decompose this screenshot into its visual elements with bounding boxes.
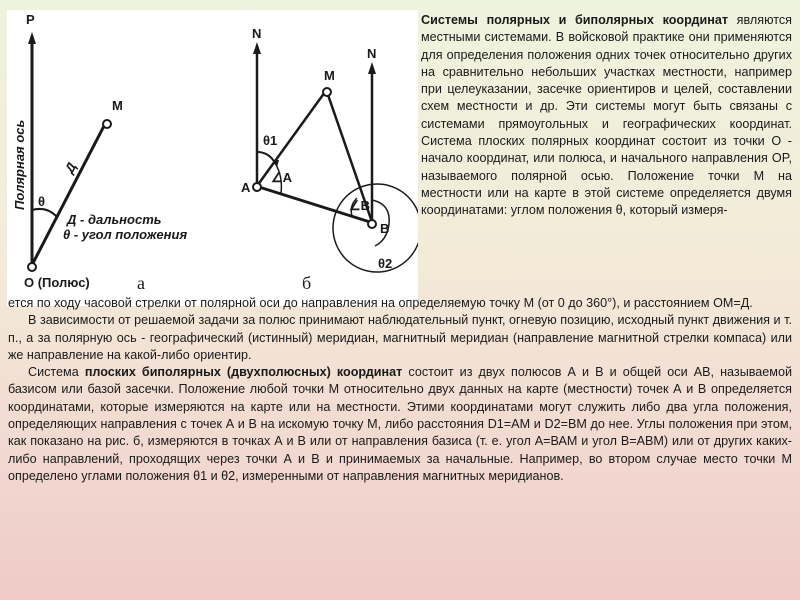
north-arrow-b [368, 62, 376, 74]
figure-a-caption: а [137, 273, 145, 293]
north-arrow-a [253, 42, 261, 54]
angle-a-label: ∠А [271, 170, 293, 185]
legend-distance: Д - дальность [67, 212, 162, 227]
north-label-b: N [367, 46, 377, 61]
theta1-arc [257, 152, 275, 163]
north-label-a: N [252, 26, 262, 41]
bipolar-term: плоских биполярных (двухполюсных) координат [84, 365, 403, 380]
angle-theta-label: θ [38, 194, 46, 209]
paragraph-1: ется по ходу часовой стрелки от полярной оси до направления на определяемую точку М (от 0 до 360°), и расстоянием OM=Д. [8, 296, 753, 310]
theta2-label: θ2 [378, 256, 393, 271]
polar-axis-arrow [28, 32, 36, 44]
polar-diagram [12, 12, 187, 293]
paragraph-2: В зависимости от решаемой задачи за полюс принимают наблюдательный пункт, огневую позицию, исходный пункт движения и т. п., а за полярную ось - географический (истинный) меридиан, магнитный меридиан (направление магнитной стрелки компаса) или же направление на какой-либо ориентир. [8, 313, 792, 362]
point-m-marker [103, 120, 111, 128]
theta1-label: θ1 [263, 133, 278, 148]
legend-angle: θ - угол положения [63, 227, 188, 242]
paragraph-3-text: состоит из двух полюсов А и В и общей оси АВ, называемой базисом или базой засечки. Положение любой точки М относительно двух данных на карте (местности) точек А и В определяется координатами, которые измеряются на карте или на местности. Этими координатами могут служить либо два угла положения, определяющих направления с точек А и В на искомую точку М, либо расстояния D1=AM и D2=BM до нее. Углы положения при этом, как показано на рис. б, измеряются в точках А и В или от направления базиса (т. е. угол А=ВАМ и угол В=АВМ) или от других каких-либо направлений, проходящих через точки А и В и принимаемых за начальные. Например, во втором случае место точки М определено углами положения θ1 и θ2, измеренными от направления магнитных меридианов. [8, 365, 792, 483]
range-circle [333, 184, 418, 272]
coordinate-systems-figure [7, 10, 418, 306]
pole-marker [28, 263, 36, 271]
pole-label: О (Полюс) [24, 275, 90, 290]
angle-arc [32, 209, 57, 217]
figure-b-caption: б [302, 273, 312, 293]
polar-axis-top-label: P [26, 12, 35, 27]
bipolar-diagram [241, 26, 418, 293]
point-b-label: В [380, 221, 390, 236]
main-text [8, 295, 792, 485]
point-m-label: М [112, 98, 123, 113]
distance-label: Д [61, 159, 80, 176]
intro-bold-term: Системы полярных и биполярных координат [421, 13, 729, 27]
bipolar-point-m-marker [323, 88, 331, 96]
point-a-marker [253, 183, 261, 191]
angle-b-label: ∠В [349, 198, 371, 213]
figure-drawing [7, 10, 418, 306]
point-a-label: А [241, 180, 251, 195]
intro-text: являются местными системами. В войсковой практике они применяются для определения положения одних точек относительно других на сравнительно небольших участках местности, например при целеуказании, засечке ориентиров и целей, составлении схем местности и др. Эти системы могут быть связаны с системами прямоугольных и географических координат. Система плоских полярных координат состоит из точки О - начало координат, или полюса, и начального направления OP, называемого полярной осью. Положение точки М на местности или на карте в этой системе определяется двумя координатами: углом положения θ, который измеря- [421, 13, 792, 218]
polar-axis-label: Полярная ось [12, 119, 27, 210]
paragraph-3 [8, 364, 792, 485]
paragraph-3-start: Система [28, 365, 85, 380]
point-b-marker [368, 220, 376, 228]
bipolar-point-m-label: М [324, 68, 335, 83]
intro-paragraph [421, 12, 792, 220]
